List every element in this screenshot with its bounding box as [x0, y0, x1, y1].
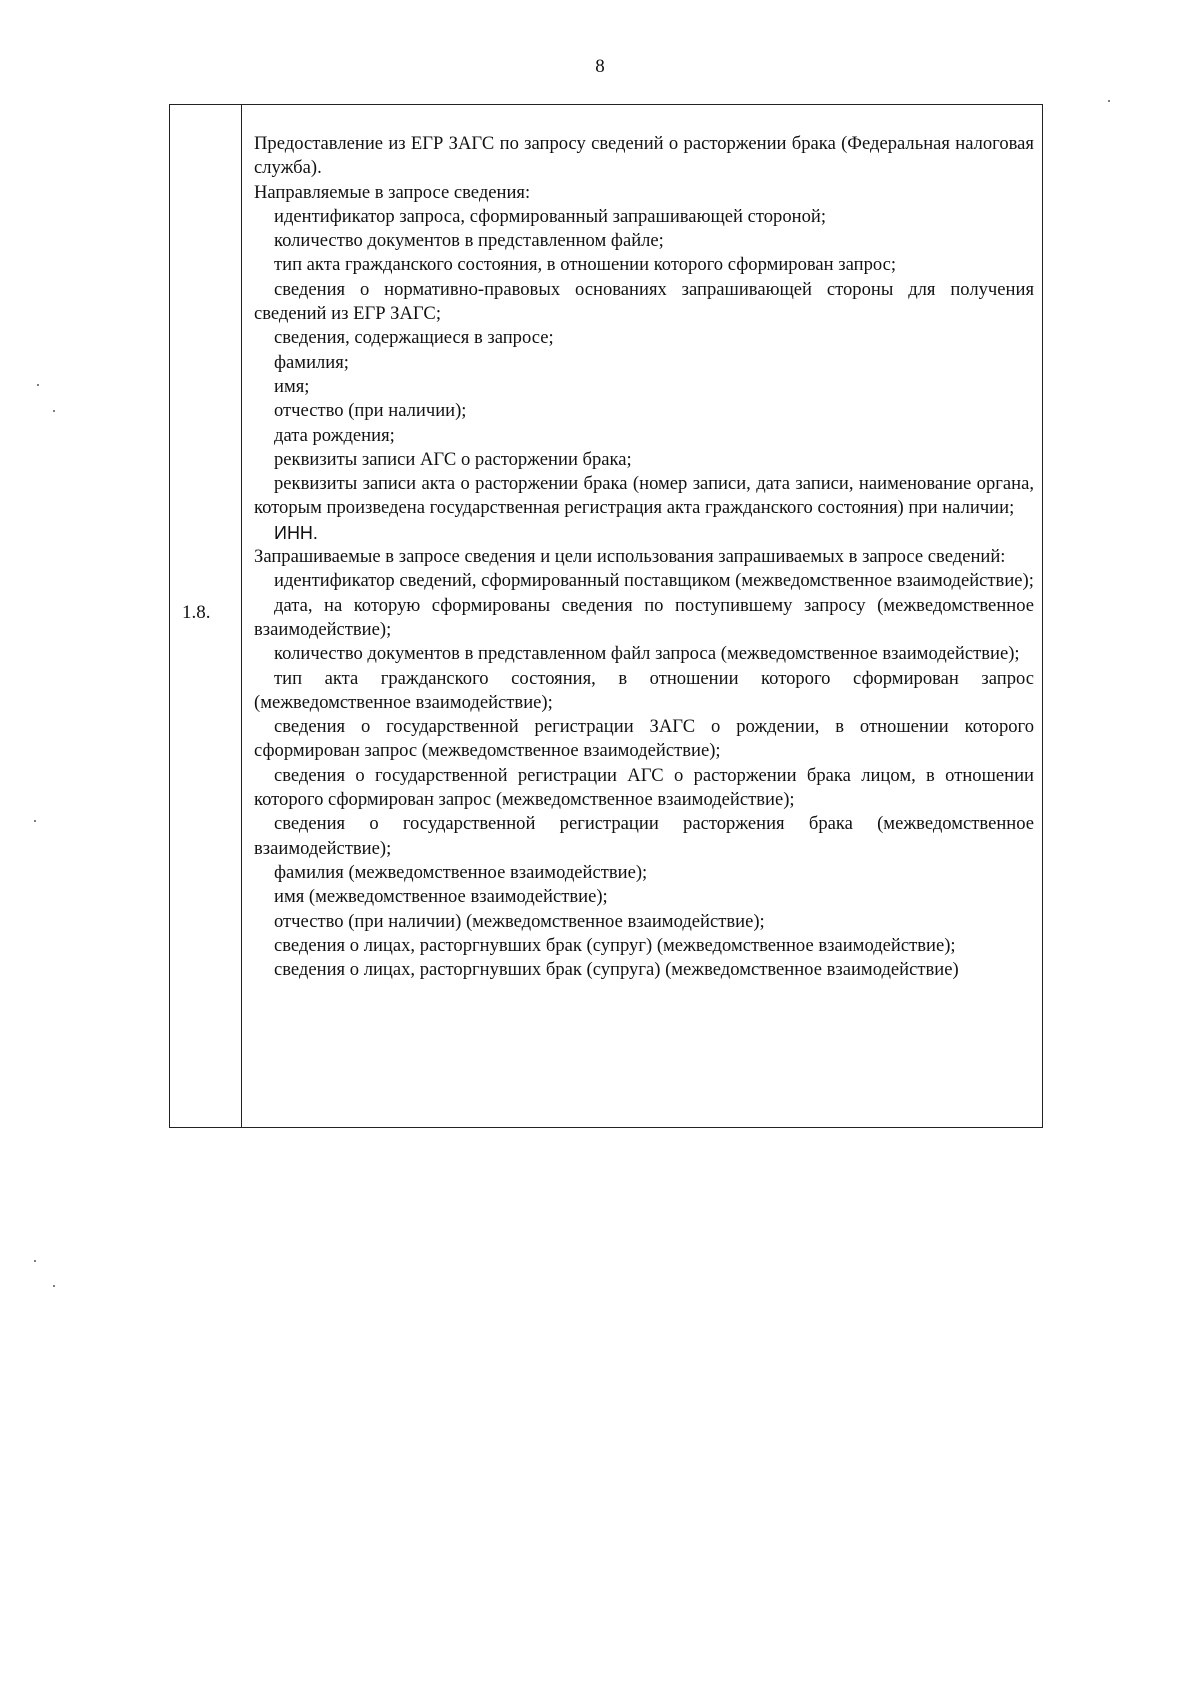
sent-item: имя; — [274, 375, 310, 397]
requested-item: сведения о лицах, расторгнувших брак (супруга) (межведомственное взаимодействие) — [274, 959, 959, 981]
requested-item: идентификатор сведений, сформированный поставщиком (межведомственное взаимодействие); — [274, 570, 1034, 592]
scan-speck — [34, 1260, 36, 1262]
requested-item: отчество (при наличии) (межведомственное взаимодействие); — [274, 910, 765, 932]
sent-heading: Направляемые в запросе сведения: — [254, 181, 531, 203]
sent-item: реквизиты записи АГС о расторжении брака; — [274, 448, 632, 470]
sent-item: тип акта гражданского состояния, в отношении которого сформирован запрос; — [274, 254, 897, 276]
row-content-cell — [254, 132, 1034, 982]
requested-item: сведения о государственной регистрации расторжения брака (межведомственное взаимодействие); — [254, 813, 1034, 859]
sent-item: реквизиты записи акта о расторжении брака (номер записи, дата записи, наименование органа, которым произведена государственная регистрация акта гражданского состояния) при наличии; — [254, 473, 1034, 519]
sent-item-inn: ИНН. — [274, 522, 318, 543]
scan-speck — [53, 1285, 55, 1287]
sent-item: количество документов в представленном файле; — [274, 230, 664, 252]
requested-item: сведения о государственной регистрации АГС о расторжении брака лицом, в отношении которого сформирован запрос (межведомственное взаимодействие); — [254, 764, 1034, 811]
sent-item: сведения, содержащиеся в запросе; — [274, 327, 554, 349]
row-number-cell — [170, 105, 242, 1127]
requested-item: фамилия (межведомственное взаимодействие); — [274, 861, 648, 883]
sent-item: отчество (при наличии); — [274, 400, 467, 422]
scan-speck — [34, 820, 36, 822]
requested-item: дата, на которую сформированы сведения по поступившему запросу (межведомственное взаимодействие); — [254, 594, 1034, 640]
requested-item: сведения о государственной регистрации ЗАГС о рождении, в отношении которого сформирован запрос (межведомственное взаимодействие); — [254, 716, 1034, 762]
sent-item: дата рождения; — [274, 424, 395, 446]
page-number: 8 — [595, 56, 605, 77]
requested-item: имя (межведомственное взаимодействие); — [274, 886, 608, 908]
requested-item: сведения о лицах, расторгнувших брак (супруг) (межведомственное взаимодействие); — [274, 934, 956, 956]
scan-speck — [53, 410, 55, 412]
sent-item: фамилия; — [274, 351, 349, 373]
scan-speck — [1108, 100, 1110, 102]
document-table — [169, 104, 1043, 1128]
row-number: 1.8. — [182, 602, 211, 623]
row-title: Предоставление из ЕГР ЗАГС по запросу сведений о расторжении брака (Федеральная налоговая служба). — [254, 133, 1034, 179]
requested-item: тип акта гражданского состояния, в отношении которого сформирован запрос (межведомственное взаимодействие); — [254, 667, 1034, 713]
sent-item: сведения о нормативно-правовых основаниях запрашивающей стороны для получения сведений из ЕГР ЗАГС; — [254, 278, 1034, 325]
requested-item: количество документов в представленном файл запроса (межведомственное взаимодействие); — [274, 643, 1020, 665]
requested-heading: Запрашиваемые в запросе сведения и цели использования запрашиваемых в запросе сведений: — [254, 546, 1006, 568]
sent-item: идентификатор запроса, сформированный запрашивающей стороной; — [274, 205, 827, 227]
scan-speck — [37, 384, 39, 386]
